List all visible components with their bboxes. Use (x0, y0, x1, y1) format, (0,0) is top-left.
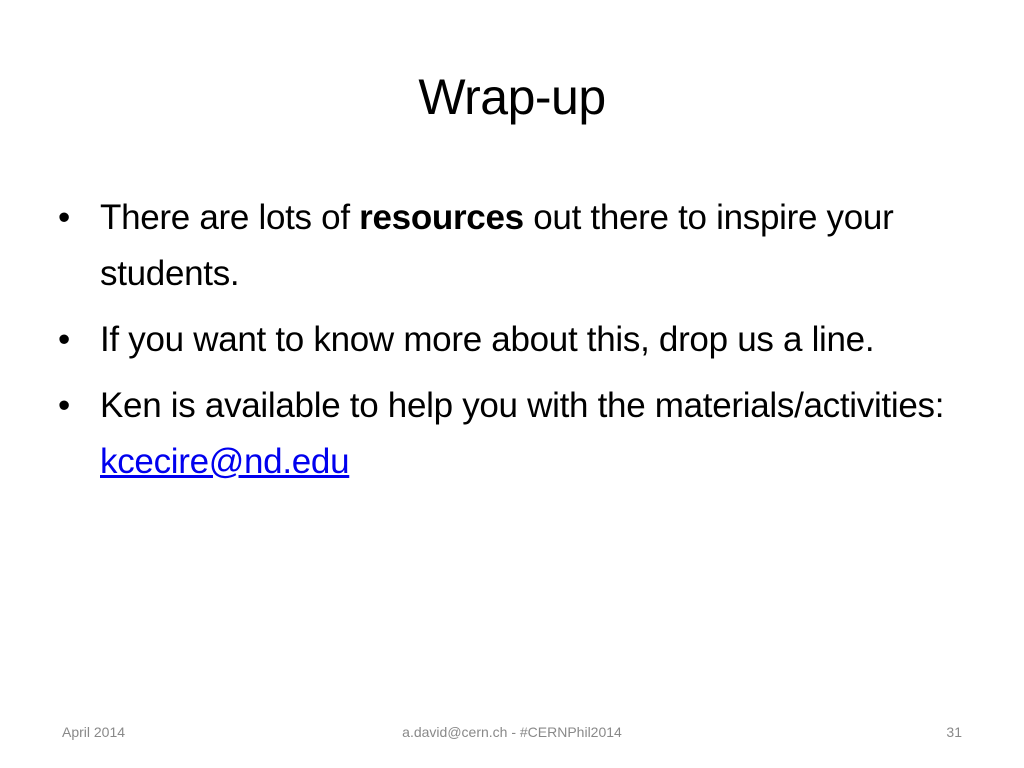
bullet-icon: • (58, 386, 70, 425)
bullet-text-bold: resources (359, 198, 524, 237)
bullet-item-contact (58, 312, 983, 368)
slide-number: 31 (946, 724, 962, 740)
bullet-item-ken (58, 378, 983, 490)
bullet-text-lead: Ken is available to help you with the materials/activities: (100, 386, 945, 425)
slide-title: Wrap-up (418, 69, 606, 125)
bullet-text: If you want to know more about this, drop us a line. (100, 320, 875, 359)
bullet-text-lead: There are lots of (100, 198, 360, 237)
bullet-list (58, 190, 983, 500)
email-link[interactable]: kcecire@nd.edu (100, 442, 350, 481)
footer-center-text: a.david@cern.ch - #CERNPhil2014 (402, 724, 622, 740)
footer-date: April 2014 (62, 724, 126, 740)
bullet-item-resources (58, 190, 983, 302)
bullet-icon: • (58, 320, 70, 359)
bullet-text-tail: out there to inspire your students. (100, 198, 894, 293)
bullet-icon: • (58, 198, 70, 237)
